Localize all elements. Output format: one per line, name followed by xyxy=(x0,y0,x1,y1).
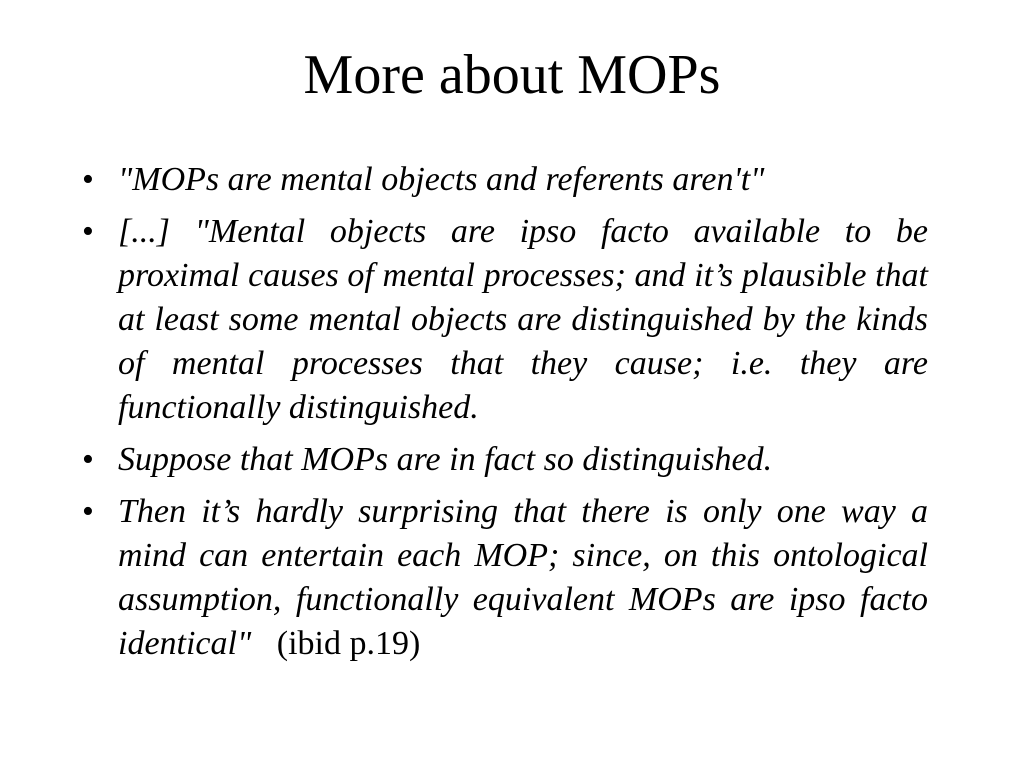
bullet-item-2 xyxy=(80,210,928,430)
bullet-item-3 xyxy=(80,438,928,482)
bullet-text: [...] "Mental objects are ipso facto available to be proximal causes of mental processes; and it’s plausible that at least some mental objects are distinguished by the kinds of mental processes that they cause; i.e. they are functionally distinguished. xyxy=(118,213,928,426)
bullet-item-1 xyxy=(80,158,928,202)
citation: (ibid p.19) xyxy=(276,625,421,662)
bullet-item-4 xyxy=(80,490,928,666)
bullet-icon: • xyxy=(82,213,94,250)
bullet-text: Suppose that MOPs are in fact so distinguished. xyxy=(118,441,773,478)
bullet-icon: • xyxy=(82,161,94,198)
bullet-icon: • xyxy=(82,493,94,530)
bullet-list xyxy=(80,158,928,674)
bullet-icon: • xyxy=(82,441,94,478)
bullet-text: Then it’s hardly surprising that there is only one way a mind can entertain each MOP; since, on this ontological assumption, functionally equivalent MOPs are ipso facto identical" xyxy=(118,493,928,662)
bullet-text: "MOPs are mental objects and referents aren't" xyxy=(118,161,765,198)
slide-title: More about MOPs xyxy=(303,44,721,106)
